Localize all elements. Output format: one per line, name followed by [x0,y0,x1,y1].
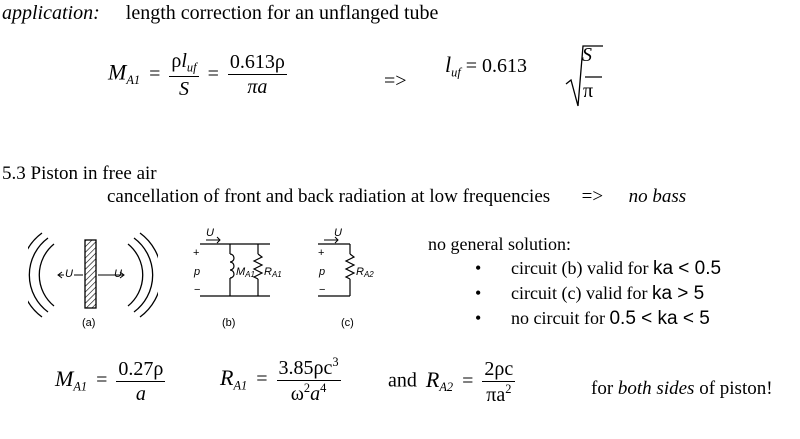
notes-item-condition: ka > 5 [651,283,705,304]
eq1-implies: => [384,70,407,92]
section-line [107,186,686,208]
section-title: 5.3 Piston in free air [2,163,157,184]
figure-b-m-label: MA1 [236,266,255,279]
figure-a-piston [28,230,158,330]
eq1-f1-l: l [181,50,187,72]
figure-a-caption: (a) [82,317,96,329]
bullet-icon: • [475,258,482,278]
eq1-f1-den: S [178,77,189,100]
equation-resistance-a2: and $R_{A2}$ = $\frac{2\rho c}{\pi a^2}$ [388,358,514,407]
equation-resistance-a1: $R_{A1}$ = $\frac{3.85\rho c^3}{\omega^2a^4}$ [220,355,339,406]
eq1-res-sub: uf [451,65,461,80]
eq1-f1-sub: uf [186,60,197,75]
eq2-m-fraction: $\frac{0.27\rho}{a}$ [118,358,164,405]
sqrt-denominator: π [583,80,594,102]
figure-c-caption: (c) [341,317,354,329]
equation-mass-free-air: $M_{A1}$ = $\frac{0.27\rho}{a}$ [55,358,164,405]
eq1-lhs-var: M [108,59,127,85]
eq1-res-coef: = 0.613 [465,55,528,77]
notes-heading: no general solution: [428,234,571,254]
figure-b-r-label: RA1 [264,266,282,279]
equation-length-result [445,52,527,80]
eq1-f2-den: πa [247,76,268,99]
figure-c-r-label: RA2 [356,266,374,279]
equation-mass-length-correction [108,50,287,100]
eq1-res-var: l [445,52,452,77]
both-sides-note: for both sides of piston! [591,378,773,399]
section-implies: => [581,186,604,207]
notes-item-condition: ka < 0.5 [652,258,722,279]
application-text: length correction for an unflanged tube [125,2,439,24]
figure-b-minus: − [194,284,201,296]
application-label: application: [2,2,100,24]
notes-item: • circuit (b) valid for ka < 0.5 [475,258,722,279]
eq1-equals-1: = [149,62,161,85]
no-bass-text: no bass [628,186,687,207]
figure-a-right-u: U [114,268,122,280]
figure-c-plus: + [318,247,325,259]
figure-a-left-u: U [65,268,73,280]
figure-b-plus: + [193,247,200,259]
notes-item-condition: 0.5 < ka < 5 [609,308,710,329]
eq1-fraction-1 [169,50,198,100]
section-line-text: cancellation of front and back radiation at low frequencies [107,186,551,207]
eq2-r1-fraction: $\frac{3.85\rho c^3}{\omega^2a^4}$ [278,355,339,406]
bullet-icon: • [475,308,482,328]
figure-b-caption: (b) [222,317,236,329]
notes-item: • circuit (c) valid for ka > 5 [475,283,705,304]
eq2-r2-fraction: $\frac{2\rho c}{\pi a^2}$ [484,358,514,407]
sqrt-numerator: S [582,44,592,66]
eq1-lhs-sub: A1 [126,72,141,87]
notes-item: • no circuit for 0.5 < ka < 5 [475,308,710,329]
eq1-f1-rho: ρ [171,50,182,72]
figure-c-u: U [334,227,342,239]
figure-c-p: p [319,266,326,278]
application-line [2,2,438,25]
eq1-fraction-2 [228,51,287,98]
figure-c-minus: − [319,284,326,296]
eq1-f2-num: 0.613ρ [229,51,285,74]
eq1-equals-2: = [207,62,219,85]
bullet-icon: • [475,283,482,303]
figure-b-p: p [194,266,201,278]
and-text: and [388,369,417,392]
figure-b-u: U [206,227,214,239]
